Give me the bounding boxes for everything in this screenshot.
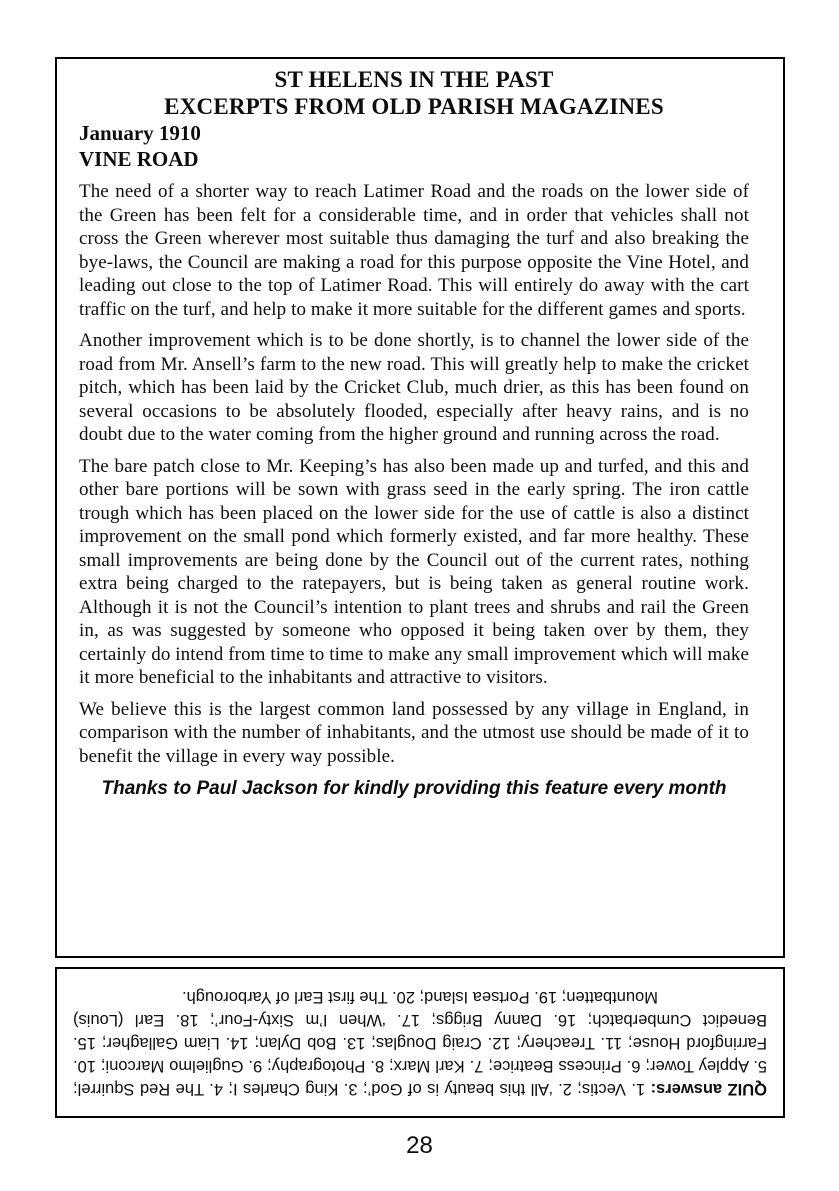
article-title-line-1: ST HELENS IN THE PAST <box>274 67 554 92</box>
quiz-answers-text-rotated <box>57 985 783 1100</box>
article-paragraph-4: We believe this is the largest common land possessed by any village in England, in comparison with the number of inhabitants, and the utmost use should be made of it to benefit the village in every way possible. <box>79 698 749 767</box>
article-paragraph-1: The need of a shorter way to reach Latimer Road and the roads on the lower side of the Green has been felt for a considerable time, and in order that vehicles shall not cross the Green wherever most suitable thus damaging the turf and also breaking the bye-laws, the Council are making a road for this purpose opposite the Vine Hotel, and leading out close to the top of Latimer Road. This will entirely do away with the cart traffic on the turf, and help to make it more suitable for the different games and sports. <box>79 181 749 320</box>
quiz-answers-list: 1. Vectis; 2. ‘All this beauty is of God’; 3. King Charles I; 4. The Red Squirrel; 5. Appley Tower; 6. Princess Beatrice; 7. Karl Marx; 8. Photography; 9. Guglielmo Marconi; 10. Farringford House; 11. Treachery; 12. Craig Douglas; 13. Bob Dylan; 14. Liam Gallagher; 15. Benedict Cumberbatch; 16. Danny Briggs; 17. ‘When I’m Sixty-Four’; 18. Earl (Louis) Mountbatten; 19. Portsea Island; 20. The first Earl of Yarborough. <box>73 988 767 1098</box>
article-box <box>55 57 785 958</box>
article-title-line-2: EXCERPTS FROM OLD PARISH MAGAZINES <box>164 94 664 119</box>
section-heading: VINE ROAD <box>79 147 199 171</box>
page-number: 28 <box>406 1132 433 1159</box>
quiz-answers-label: QUIZ answers: <box>650 1080 767 1098</box>
credit-line: Thanks to Paul Jackson for kindly providing this feature every month <box>101 778 727 799</box>
article-paragraph-3: The bare patch close to Mr. Keeping’s has also been made up and turfed, and this and other bare portions will be sown with grass seed in the early spring. The iron cattle trough which has been placed on the lower side for the use of cattle is also a distinct improvement on the small pond which formerly existed, and far more healthy. These small improvements are being done by the Council out of the current rates, nothing extra being charged to the ratepayers, but is being taken as general routine work. Although it is not the Council’s intention to plant trees and shrubs and rail the Green in, as was suggested by someone who opposed it being taken over by them, they certainly do intend from time to time to make any small improvement which will make it more beneficial to the inhabitants and attractive to visitors. <box>79 455 749 688</box>
date-heading: January 1910 <box>79 121 201 145</box>
article-paragraph-2: Another improvement which is to be done shortly, is to channel the lower side of the road from Mr. Ansell’s farm to the new road. This will greatly help to make the cricket pitch, which has been laid by the Cricket Club, much drier, as this has been found on several occasions to be absolutely flooded, especially after heavy rains, and is no doubt due to the water coming from the higher ground and running across the road. <box>79 330 749 445</box>
quiz-answers-box <box>55 967 785 1118</box>
